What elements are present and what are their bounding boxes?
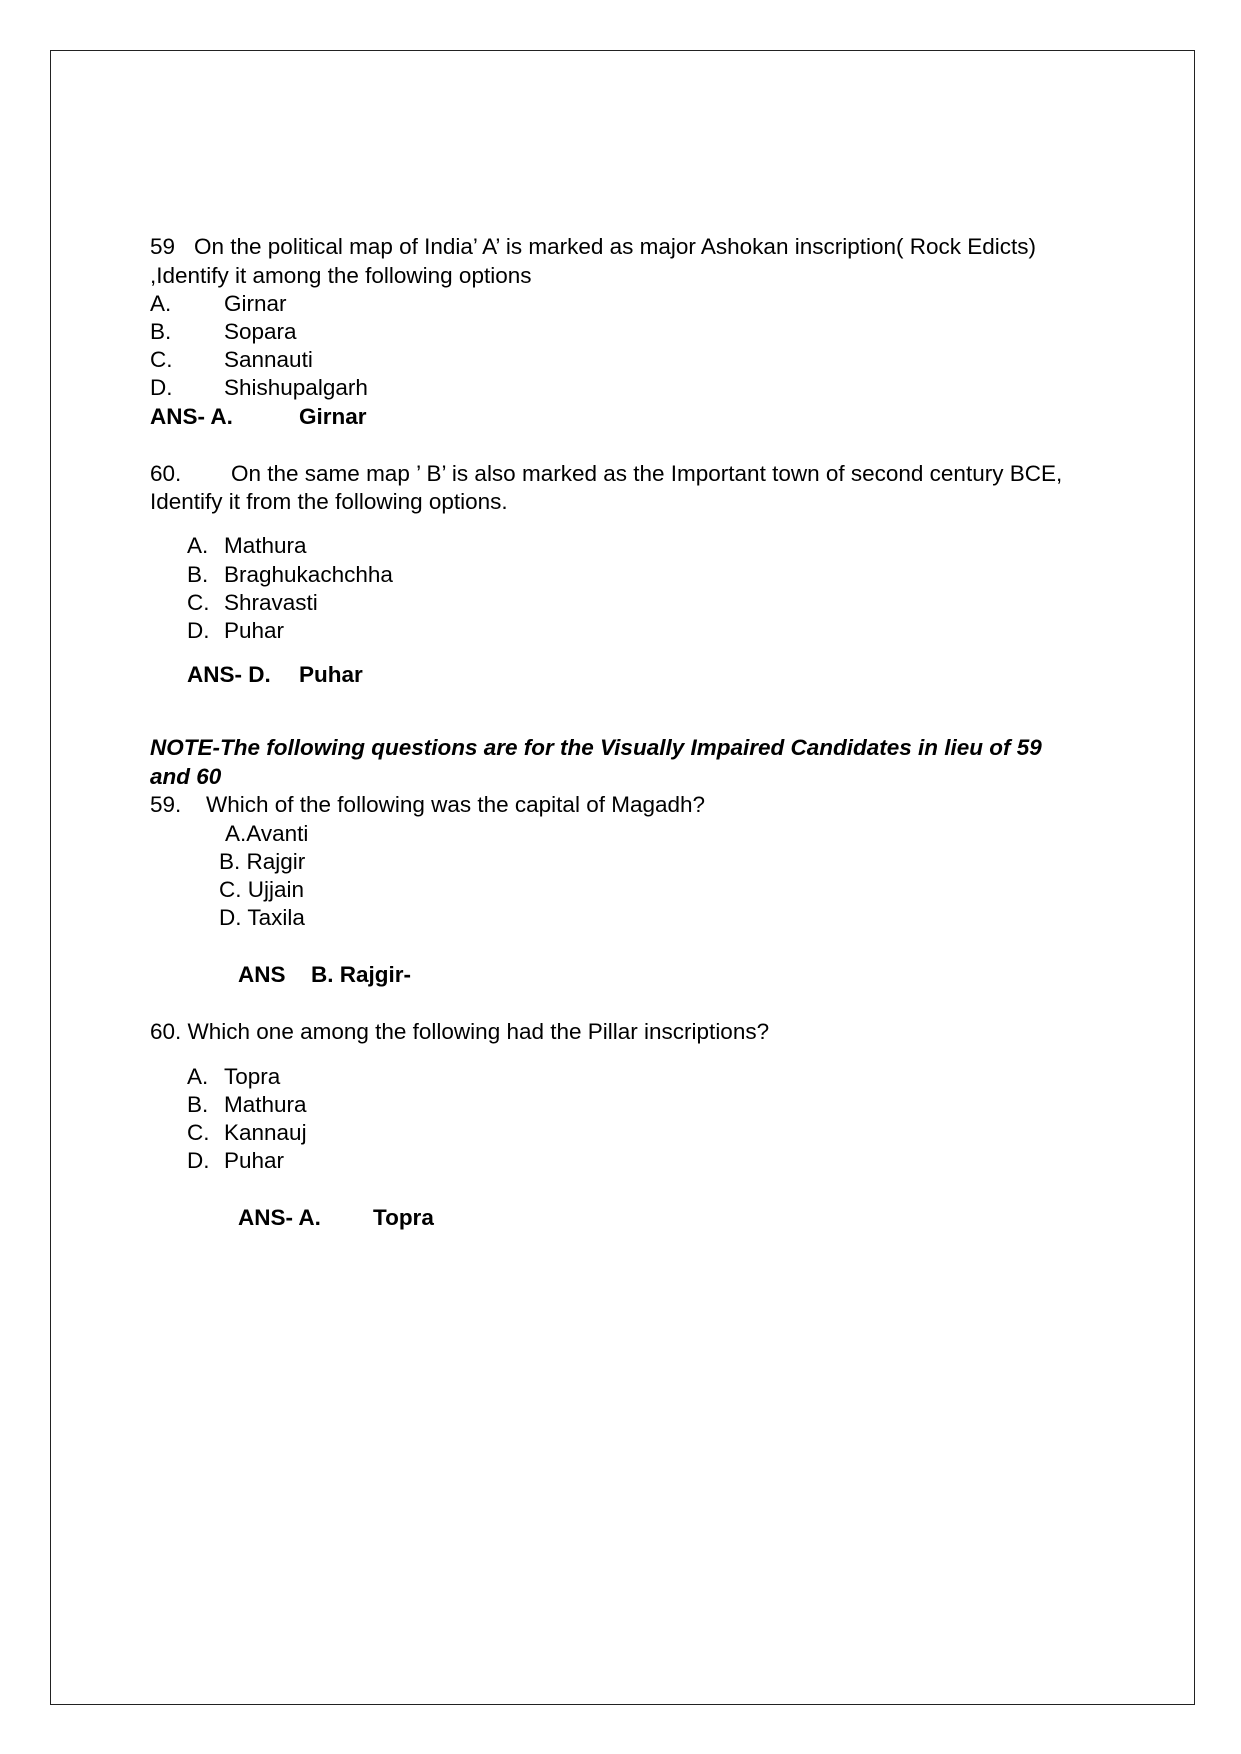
vi60-option-d-letter: D.	[187, 1148, 210, 1173]
q60-option-d-letter: D.	[187, 618, 210, 643]
vi60-option-c-text: Kannauj	[224, 1120, 307, 1145]
q59-option-a-text: Girnar	[224, 291, 287, 316]
q60-option-c-text: Shravasti	[224, 590, 318, 615]
vi60-question: 60. Which one among the following had the Pillar inscriptions?	[150, 1019, 770, 1044]
q59-answer-label: ANS- A.	[150, 404, 233, 429]
q60-option-c-letter: C.	[187, 590, 210, 615]
note-line1: NOTE-The following questions are for the Visually Impaired Candidates in lieu of 59	[150, 735, 1042, 760]
q60-option-a-letter: A.	[187, 533, 209, 558]
vi59-option-a: A.Avanti	[225, 821, 309, 846]
vi60-option-a-text: Topra	[224, 1064, 281, 1089]
q60-number: 60.	[150, 461, 182, 486]
q59-option-b-text: Sopara	[224, 319, 297, 344]
vi59-answer-text: B. Rajgir-	[311, 962, 412, 987]
q60-option-d-text: Puhar	[224, 618, 285, 643]
q60-option-b-text: Braghukachchha	[224, 562, 393, 587]
q60-question-line1: On the same map ’ B’ is also marked as the Important town of second century BCE,	[231, 461, 1063, 486]
q60-answer-label: ANS- D.	[187, 662, 271, 687]
q59-number: 59	[150, 234, 176, 259]
vi59-question: Which of the following was the capital of Magadh?	[206, 792, 706, 817]
q59-option-d-letter: D.	[150, 375, 173, 400]
q60-option-a-text: Mathura	[224, 533, 307, 558]
vi59-answer-label: ANS	[238, 962, 286, 987]
q59-question-line2: ,Identify it among the following options	[150, 263, 532, 288]
q59-option-c-letter: C.	[150, 347, 173, 372]
vi60-option-d-text: Puhar	[224, 1148, 285, 1173]
vi60-option-a-letter: A.	[187, 1064, 209, 1089]
q59-option-d-text: Shishupalgarh	[224, 375, 368, 400]
q60-question-line2: Identify it from the following options.	[150, 489, 508, 514]
q59-question-line1: On the political map of India’ A’ is marked as major Ashokan inscription( Rock Edicts)	[194, 234, 1037, 259]
vi59-number: 59.	[150, 792, 182, 817]
vi60-answer-label: ANS- A.	[238, 1205, 321, 1230]
q59-answer-text: Girnar	[299, 404, 367, 429]
q60-option-b-letter: B.	[187, 562, 209, 587]
vi59-option-c: C. Ujjain	[219, 877, 305, 902]
q59-option-b-letter: B.	[150, 319, 172, 344]
q60-answer-text: Puhar	[299, 662, 363, 687]
q59-option-c-text: Sannauti	[224, 347, 313, 372]
vi60-option-b-text: Mathura	[224, 1092, 307, 1117]
vi59-option-d: D. Taxila	[219, 905, 305, 930]
note-line2: and 60	[150, 764, 222, 789]
vi59-option-b: B. Rajgir	[219, 849, 306, 874]
vi60-answer-text: Topra	[373, 1205, 434, 1230]
vi60-option-b-letter: B.	[187, 1092, 209, 1117]
vi60-option-c-letter: C.	[187, 1120, 210, 1145]
q59-option-a-letter: A.	[150, 291, 172, 316]
